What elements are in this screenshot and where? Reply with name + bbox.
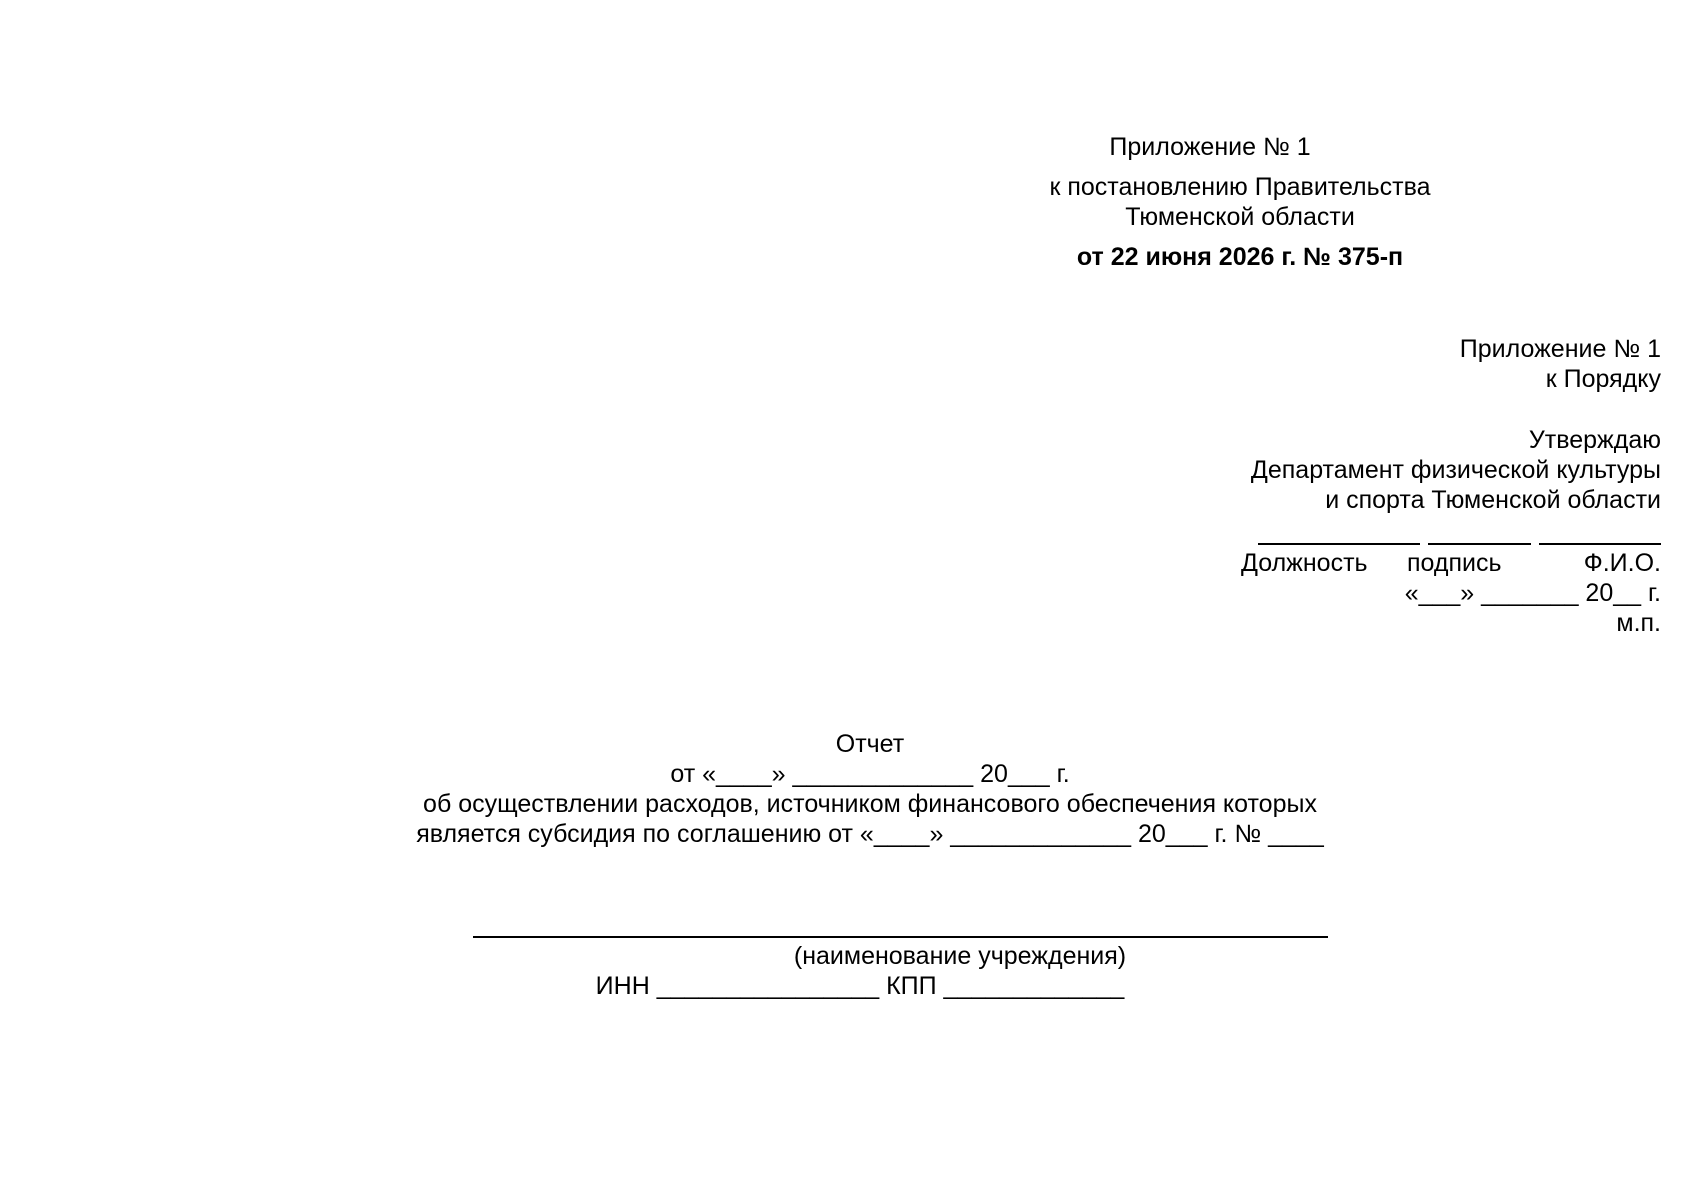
signature-blank-line (1428, 543, 1531, 545)
approval-department-line2: и спорта Тюменской области (1325, 486, 1661, 514)
name-blank-line (1539, 543, 1661, 545)
report-subject-line2: является субсидия по соглашению от «____» _____________ 20___ г. № ____ (416, 820, 1324, 848)
signature-caption: подпись (1407, 549, 1502, 577)
approval-date-line: «___» _______ 20__ г. (1404, 579, 1661, 607)
procedure-appendix-label: Приложение № 1 (1459, 335, 1661, 363)
inn-kpp-line: ИНН ________________ КПП _____________ (595, 972, 1125, 1000)
resolution-appendix-label: Приложение № 1 (1109, 133, 1311, 161)
report-subject-line1: об осуществлении расходов, источником финансового обеспечения которых (423, 790, 1317, 818)
resolution-reference-line2: Тюменской области (1125, 203, 1355, 231)
resolution-date-number: от 22 июня 2026 г. № 375-п (1076, 243, 1404, 271)
seal-placeholder: м.п. (1616, 609, 1661, 637)
institution-caption: (наименование учреждения) (793, 942, 1127, 970)
report-date-line: от «____» _____________ 20___ г. (670, 760, 1070, 788)
approval-department-line1: Департамент физической культуры (1250, 456, 1661, 484)
position-caption: Должность (1241, 549, 1368, 577)
report-title: Отчет (835, 730, 905, 758)
institution-name-line (473, 936, 1328, 938)
approval-heading: Утверждаю (1528, 426, 1661, 454)
procedure-reference: к Порядку (1545, 365, 1661, 393)
name-caption: Ф.И.О. (1583, 549, 1661, 577)
resolution-reference-line1: к постановлению Правительства (1049, 173, 1431, 201)
position-blank-line (1258, 543, 1420, 545)
